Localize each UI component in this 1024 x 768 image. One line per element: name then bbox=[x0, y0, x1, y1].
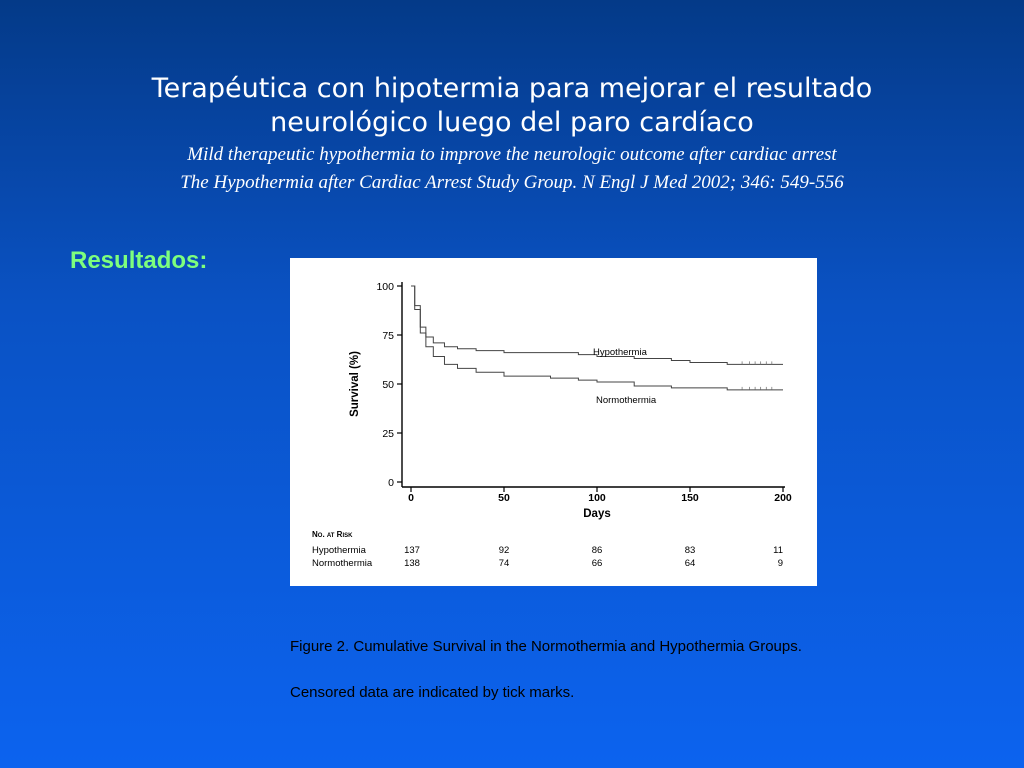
x-axis-title: Days bbox=[583, 508, 611, 520]
x-tick-label: 0 bbox=[408, 492, 414, 504]
at-risk-value: 83 bbox=[684, 545, 696, 556]
curve-label-hypothermia: Hypothermia bbox=[593, 347, 647, 358]
survival-curve-normothermia bbox=[411, 286, 783, 390]
slide-title-line2: neurológico luego del paro cardíaco bbox=[270, 107, 754, 138]
at-risk-header: No. at Risk bbox=[312, 530, 353, 539]
y-tick-label: 50 bbox=[382, 379, 394, 391]
caption-text: Cumulative Survival in the Normothermia and Hypothermia Groups. bbox=[353, 638, 802, 655]
at-risk-value: 86 bbox=[591, 545, 603, 556]
at-risk-value: 138 bbox=[404, 558, 420, 569]
at-risk-value: 92 bbox=[498, 545, 510, 556]
at-risk-value: 74 bbox=[498, 558, 510, 569]
x-tick-label: 100 bbox=[588, 492, 606, 504]
curve-label-normothermia: Normothermia bbox=[596, 395, 657, 406]
slide-subtitle: Mild therapeutic hypothermia to improve the neurologic outcome after cardiac arrest bbox=[187, 144, 837, 165]
x-tick-label: 50 bbox=[498, 492, 510, 504]
section-label: Resultados: bbox=[70, 247, 208, 274]
y-tick-label: 100 bbox=[376, 281, 394, 293]
caption-note: Censored data are indicated by tick marks. bbox=[290, 684, 575, 701]
at-risk-value: 137 bbox=[404, 545, 420, 556]
at-risk-value: 64 bbox=[684, 558, 696, 569]
survival-chart bbox=[290, 258, 817, 586]
x-tick-label: 200 bbox=[774, 492, 792, 504]
y-tick-label: 75 bbox=[382, 330, 394, 342]
x-tick-label: 150 bbox=[681, 492, 699, 504]
survival-figure bbox=[290, 258, 817, 586]
y-tick-label: 0 bbox=[388, 477, 394, 489]
at-risk-value: 11 bbox=[773, 545, 783, 556]
y-tick-label: 25 bbox=[382, 428, 394, 440]
slide-citation: The Hypothermia after Cardiac Arrest Study Group. N Engl J Med 2002; 346: 549-556 bbox=[180, 172, 844, 193]
at-risk-value: 66 bbox=[591, 558, 603, 569]
slide-title-line1: Terapéutica con hipotermia para mejorar el resultado bbox=[151, 73, 873, 104]
y-axis-title: Survival (%) bbox=[349, 351, 361, 417]
at-risk-row-label: Hypothermia bbox=[312, 545, 366, 556]
at-risk-value: 9 bbox=[777, 558, 783, 569]
figure-caption bbox=[290, 638, 802, 655]
at-risk-row-label: Normothermia bbox=[312, 558, 373, 569]
caption-prefix: Figure 2. bbox=[290, 638, 350, 655]
